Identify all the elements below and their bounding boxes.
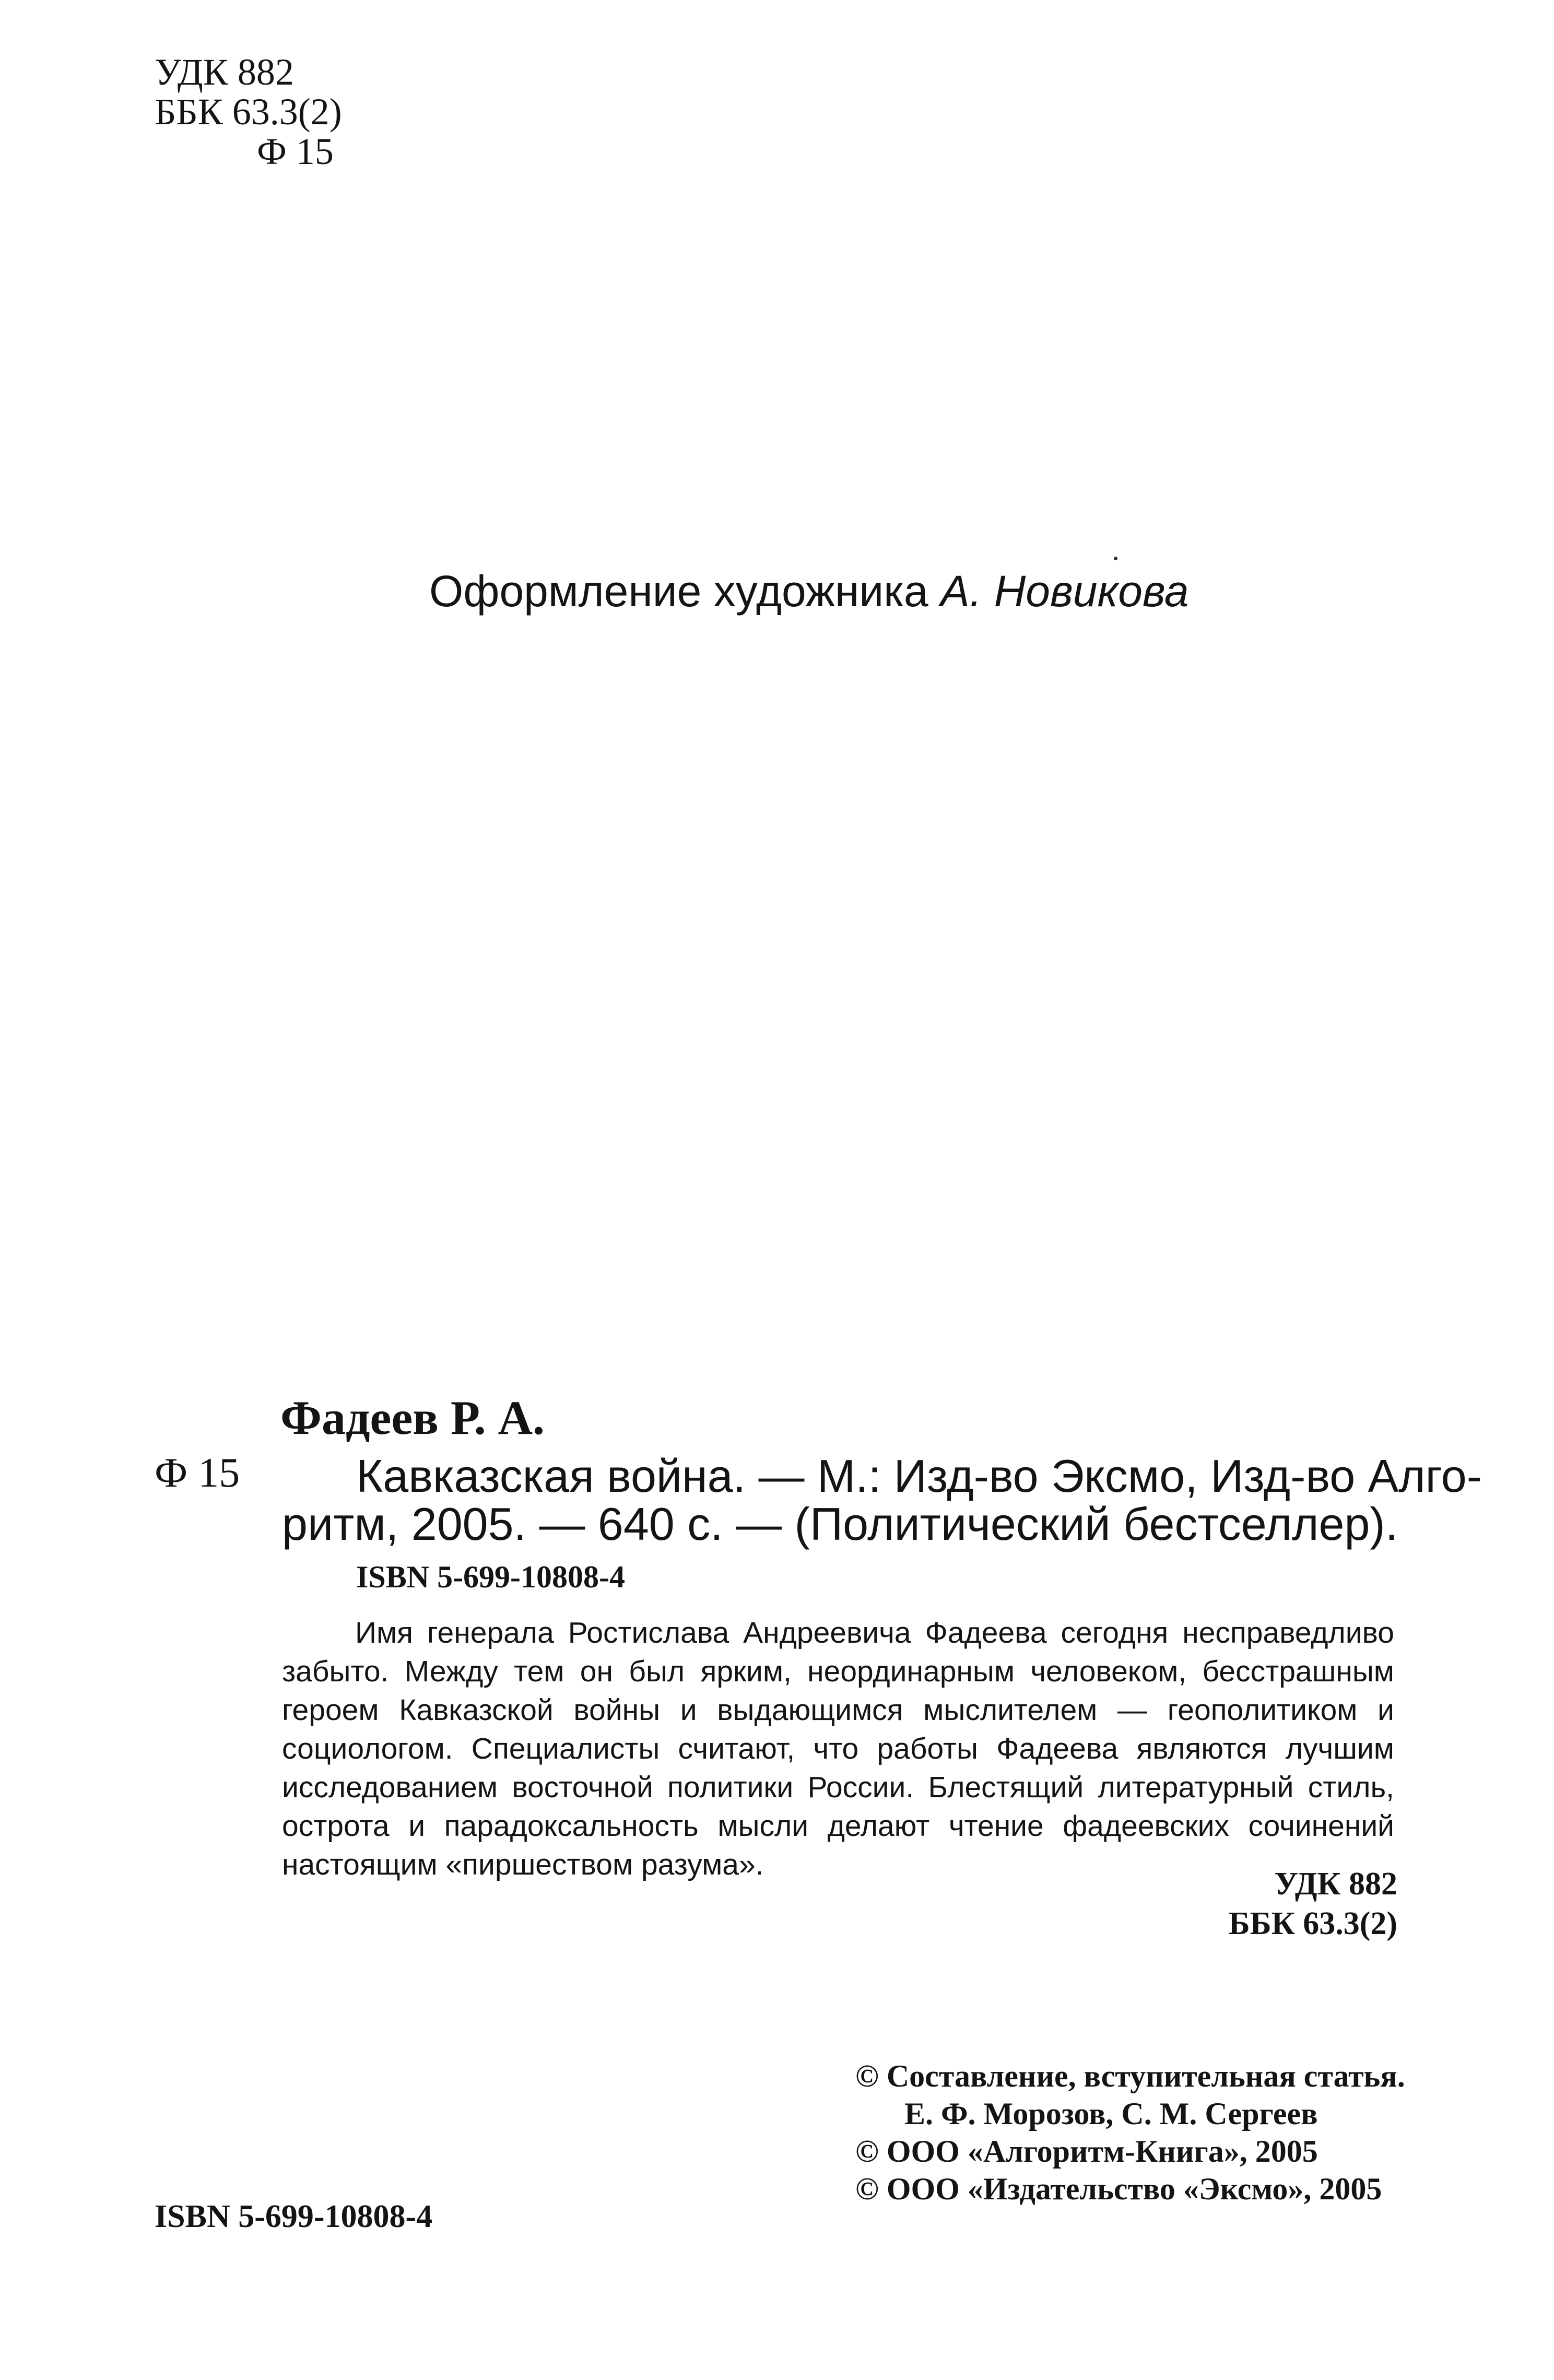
title-line-2: ритм, 2005. — 640 с. — (Политический бестселлер). bbox=[282, 1498, 1398, 1550]
author-heading: Фадеев Р. А. bbox=[280, 1391, 545, 1444]
isbn-bottom: ISBN 5-699-10808-4 bbox=[155, 2199, 433, 2234]
design-credit bbox=[429, 566, 1189, 617]
credit-artist: А. Новикова bbox=[940, 567, 1189, 616]
credit-prefix: Оформление художника bbox=[429, 567, 928, 616]
library-cipher: Ф 15 bbox=[155, 1450, 240, 1496]
bbk-code: ББК 63.3(2) bbox=[155, 91, 342, 133]
copyright-line-4: © ООО «Издательство «Эксмо», 2005 bbox=[855, 2172, 1382, 2206]
annotation-paragraph: Имя генерала Ростислава Андреевича Фадеева сегодня несправедливо забыто. Между тем он был ярким, неординарным человеком, бесстрашным героем Кавказской войны и выдающимся мыслителем — геополитиком и социологом. Специалисты считают, что работы Фадеева являются лучшим исследованием восточной политики России. Блестящий литературный стиль, острота и парадоксальность мысли делают чтение фадеевских сочинений настоящим «пиршеством разума». bbox=[282, 1616, 1394, 1881]
copyright-line-2: Е. Ф. Морозов, С. М. Сергеев bbox=[904, 2096, 1318, 2131]
copyright-block bbox=[855, 2057, 1405, 2208]
title-line-1: Кавказская война. — М.: Изд-во Эксмо, Изд-во Алго- bbox=[356, 1450, 1482, 1502]
bbk-code-repeat: ББК 63.3(2) bbox=[1228, 1906, 1397, 1941]
print-speck bbox=[1114, 557, 1117, 560]
classification-repeat bbox=[1229, 1864, 1397, 1943]
copyright-line-3: © ООО «Алгоритм-Книга», 2005 bbox=[855, 2134, 1318, 2169]
isbn-main: ISBN 5-699-10808-4 bbox=[356, 1560, 626, 1594]
author-mark: Ф 15 bbox=[257, 131, 334, 172]
udk-code: УДК 882 bbox=[155, 51, 294, 93]
classification-block bbox=[155, 52, 342, 171]
udk-code-repeat: УДК 882 bbox=[1274, 1866, 1397, 1902]
copyright-line-1: © Составление, вступительная статья. bbox=[855, 2059, 1405, 2093]
